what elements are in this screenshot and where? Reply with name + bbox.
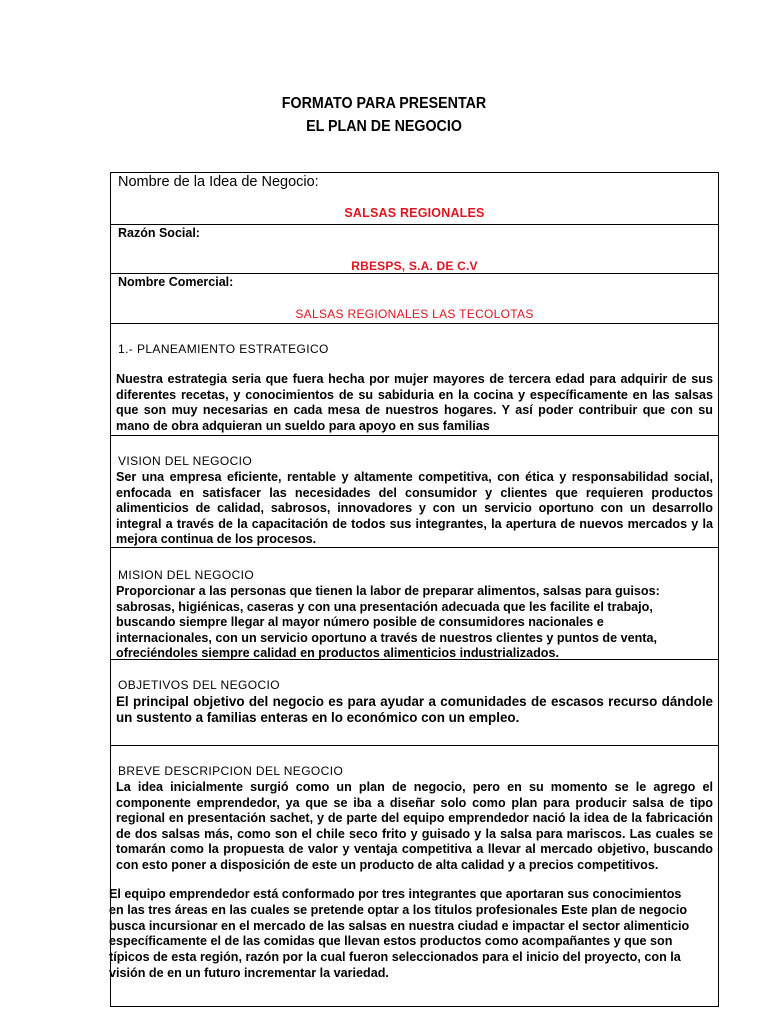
descripcion-continuation xyxy=(109,887,715,982)
row-nombre-comercial xyxy=(111,274,718,324)
descripcion-line: busca incursionar en el mercado de las salsas en nuestra ciudad e impactar el sector alimenticio xyxy=(109,918,690,933)
objetivos-heading: OBJETIVOS DEL NEGOCIO xyxy=(118,678,280,692)
nombre-comercial-value: SALSAS REGIONALES LAS TECOLOTAS xyxy=(295,307,534,321)
razon-social-value: RBESPS, S.A. DE C.V xyxy=(351,259,478,273)
planeamiento-heading: 1.- PLANEAMIENTO ESTRATEGICO xyxy=(118,342,329,356)
row-objetivos xyxy=(111,660,718,746)
descripcion-line: El equipo emprendedor está conformado por tres integrantes que aportaran sus conocimientos xyxy=(109,887,682,901)
row-planeamiento xyxy=(111,324,718,436)
mision-line: Proporcionar a las personas que tienen la labor de preparar alimentos, salsas para guisos: xyxy=(116,584,660,598)
objetivos-text: El principal objetivo del negocio es para ayudar a comunidades de escasos recurso dándole un sustento a familias enteras en lo económico con un empleo. xyxy=(116,694,713,725)
nombre-comercial-label: Nombre Comercial: xyxy=(118,275,234,289)
mision-heading: MISION DEL NEGOCIO xyxy=(118,568,255,582)
planeamiento-text: Nuestra estrategia seria que fuera hecha por mujer mayores de tercera edad para adquirir de sus diferentes recetas, y conocimientos de su sabiduria en la cocina y específicamente en las salsas que son muy necesarias en cada mesa de nuestros hogares. Y así poder contribuir que con su mano de obra adquieran un sueldo para apoyo en sus familias xyxy=(116,372,713,433)
descripcion-line: en las tres áreas en las cuales se pretende optar a los titulos profesionales Este plan de negocio xyxy=(109,902,688,917)
descripcion-line: específicamente el de las comidas que llevan estos productos como acompañantes y que son xyxy=(109,934,673,949)
row-mision xyxy=(111,548,718,660)
document-title-line-2: EL PLAN DE NEGOCIO xyxy=(306,118,462,135)
row-descripcion xyxy=(111,746,718,1006)
descripcion-line: visión de en un futuro incrementar la variedad. xyxy=(109,965,389,980)
razon-social-label: Razón Social: xyxy=(118,226,200,240)
idea-value: SALSAS REGIONALES xyxy=(344,206,485,220)
vision-text: Ser una empresa eficiente, rentable y altamente competitiva, con ética y responsabilidad social, enfocada en satisfacer las necesidades del consumidor y clientes que requieren productos alimenticios de calidad, sabrosos, innovadores y con un servicio oportuno con un desarrollo integral a través de la capacitación de todos sus integrantes, la apertura de nuevos mercados y la mejora continua de los procesos. xyxy=(116,470,713,546)
mision-line: buscando siempre llegar al mayor número posible de consumidores nacionales e xyxy=(116,615,604,629)
vision-heading: VISION DEL NEGOCIO xyxy=(118,454,253,468)
mision-text xyxy=(116,584,712,662)
descripcion-heading: BREVE DESCRIPCION DEL NEGOCIO xyxy=(118,764,344,778)
mision-line: sabrosas, higiénicas, caseras y con una presentación adecuada que les facilite el trabajo, xyxy=(116,599,653,614)
row-razon-social xyxy=(111,225,718,274)
mision-line: internacionales, con un servicio oportuno a través de nuestros clientes y puntos de venta, xyxy=(116,630,657,645)
idea-label: Nombre de la Idea de Negocio: xyxy=(118,174,319,190)
row-vision xyxy=(111,436,718,548)
mision-line: ofreciéndoles siempre calidad en productos alimenticios industrializados. xyxy=(116,646,559,660)
descripcion-line: típicos de esta región, razón por la cual fueron seleccionados para el inicio del proyecto, con la xyxy=(109,950,681,965)
descripcion-text: La idea inicialmente surgió como un plan de negocio, pero en su momento se le agrego el componente emprendedor, ya que se iba a diseñar solo como plan para producir salsa de tipo regional en presentación sachet, y de parte del equipo emprendedor nació la idea de la fabricación de dos salsas más, como son el chile seco frito y guisado y la salsa para mariscos. Las cuales se tomarán como la propuesta de valor y ventaja competitiva a llevar al mercado objetivo, buscando con esto poner a disposición de este un producto de alta calidad y a precios competitivos. xyxy=(116,780,713,872)
business-plan-table xyxy=(110,172,719,1007)
document-title-line-1: FORMATO PARA PRESENTAR xyxy=(281,95,487,112)
row-idea xyxy=(111,173,718,225)
